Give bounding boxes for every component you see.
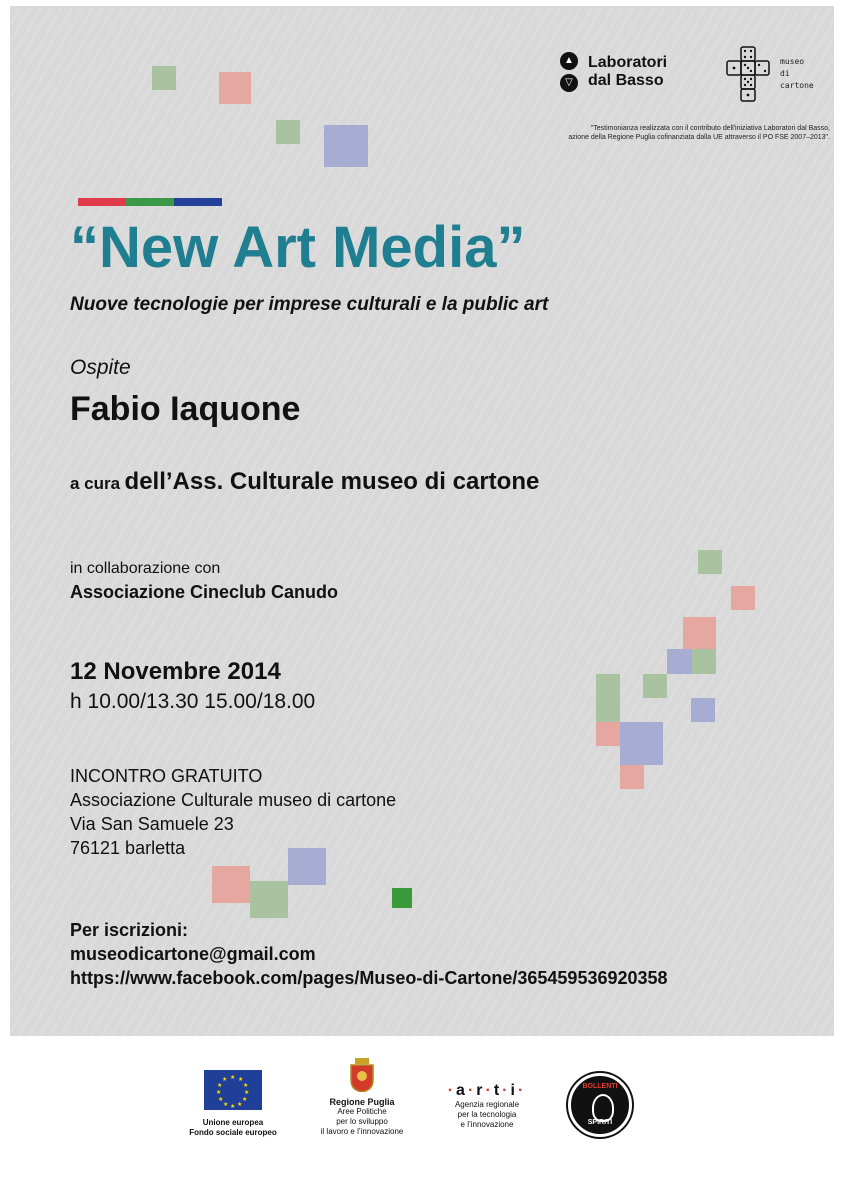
laboratori-dal-basso-logo xyxy=(560,52,667,92)
triangle-up-icon: ▲ xyxy=(560,52,578,70)
arti-line2: per la tecnologia xyxy=(457,1110,517,1119)
arti-logo xyxy=(432,1082,542,1130)
color-bar xyxy=(78,198,222,206)
badge-top-text: BOLLENTI xyxy=(582,1083,618,1090)
deco-square xyxy=(683,617,716,650)
arti-letter: a xyxy=(456,1082,468,1099)
signup-email-link[interactable]: museodicartone@gmail.com xyxy=(70,944,316,964)
deco-square xyxy=(212,866,250,903)
arti-line1: Agenzia regionale xyxy=(454,1100,520,1109)
deco-square xyxy=(276,120,300,144)
museo-logo-line2: di xyxy=(780,69,790,78)
signup-label: Per iscrizioni: xyxy=(70,920,189,940)
arti-letter: r xyxy=(476,1082,486,1099)
puglia-line1: Aree Politiche xyxy=(337,1107,387,1116)
signup-facebook-link[interactable]: https://www.facebook.com/pages/Museo-di-Cartone/365459536920358 xyxy=(70,968,668,988)
credit-note xyxy=(530,124,830,142)
deco-square xyxy=(620,765,644,789)
guest-name: Fabio Iaquone xyxy=(70,390,301,428)
museo-logo-line1: museo xyxy=(780,57,805,66)
regione-puglia-logo xyxy=(302,1058,422,1137)
credit-line1: "Testimonianza realizzata con il contributo dell'iniziativa Laboratori dal Basso, xyxy=(590,125,830,132)
collaboration-name: Associazione Cineclub Canudo xyxy=(70,582,339,602)
venue-line: INCONTRO GRATUITO xyxy=(70,766,263,786)
deco-square xyxy=(698,550,722,574)
eu-line1: Unione europea xyxy=(202,1118,264,1127)
deco-square xyxy=(392,888,412,908)
signup-block xyxy=(70,918,668,990)
venue-line: Via San Samuele 23 xyxy=(70,814,234,834)
curated-organization: dell’Ass. Culturale museo di cartone xyxy=(124,468,540,495)
arti-letter: i xyxy=(510,1082,518,1099)
color-bar-green xyxy=(126,198,174,206)
bollenti-spiriti-logo xyxy=(568,1073,638,1137)
lab-logo-line2: dal Basso xyxy=(588,72,664,89)
deco-square xyxy=(324,125,368,167)
museo-di-cartone-logo xyxy=(726,46,814,102)
color-bar-blue xyxy=(174,198,222,206)
event-hours: h 10.00/13.30 15.00/18.00 xyxy=(70,690,316,713)
eu-line2: Fondo sociale europeo xyxy=(189,1128,277,1137)
puglia-line2: per lo sviluppo xyxy=(336,1117,388,1126)
deco-square xyxy=(596,722,620,746)
deco-square xyxy=(691,698,715,722)
regione-puglia-crest-icon xyxy=(349,1058,375,1092)
deco-square xyxy=(643,674,667,698)
puglia-line3: il lavoro e l’innovazione xyxy=(320,1127,404,1136)
event-date: 12 Novembre 2014 xyxy=(70,658,281,685)
event-title: “New Art Media” xyxy=(70,215,526,280)
deco-square xyxy=(692,649,716,674)
curated-prefix: a cura xyxy=(70,474,121,493)
deco-square xyxy=(152,66,176,90)
eu-flag-icon: ★ ★ ★ ★ ★ ★ ★ ★ ★ ★ ★ ★ xyxy=(204,1070,262,1110)
puglia-title: Regione Puglia xyxy=(329,1097,395,1107)
deco-square xyxy=(219,72,251,104)
color-bar-red xyxy=(78,198,126,206)
deco-square xyxy=(620,722,663,765)
lab-logo-line1: Laboratori xyxy=(588,54,668,71)
credit-line2: azione della Regione Puglia cofinanziata dalla UE attraverso il PO FSE 2007–2013". xyxy=(568,134,830,141)
triangle-down-icon: ▽ xyxy=(560,74,578,92)
museo-logo-line3: cartone xyxy=(780,81,814,90)
venue-line: 76121 barletta xyxy=(70,838,186,858)
collaboration-label: in collaborazione con xyxy=(70,560,221,577)
arti-wordmark: ·a·r·t·i· xyxy=(447,1082,527,1099)
dice-cross-icon xyxy=(726,46,770,102)
arti-letter: t xyxy=(493,1082,503,1099)
deco-square xyxy=(250,881,288,918)
curated-by xyxy=(70,468,539,496)
poster xyxy=(10,6,834,1036)
deco-square xyxy=(667,649,692,674)
guest-label: Ospite xyxy=(70,356,131,379)
eu-logo xyxy=(178,1070,288,1138)
deco-square xyxy=(731,586,755,610)
venue-line: Associazione Culturale museo di cartone xyxy=(70,790,397,810)
event-subtitle: Nuove tecnologie per imprese culturali e la public art xyxy=(70,294,549,315)
bollenti-spiriti-badge xyxy=(568,1073,632,1137)
badge-bottom-text: SPIRITI xyxy=(587,1119,613,1126)
deco-square xyxy=(596,674,620,722)
arti-line3: e l’innovazione xyxy=(460,1120,514,1129)
venue-block xyxy=(70,764,396,860)
